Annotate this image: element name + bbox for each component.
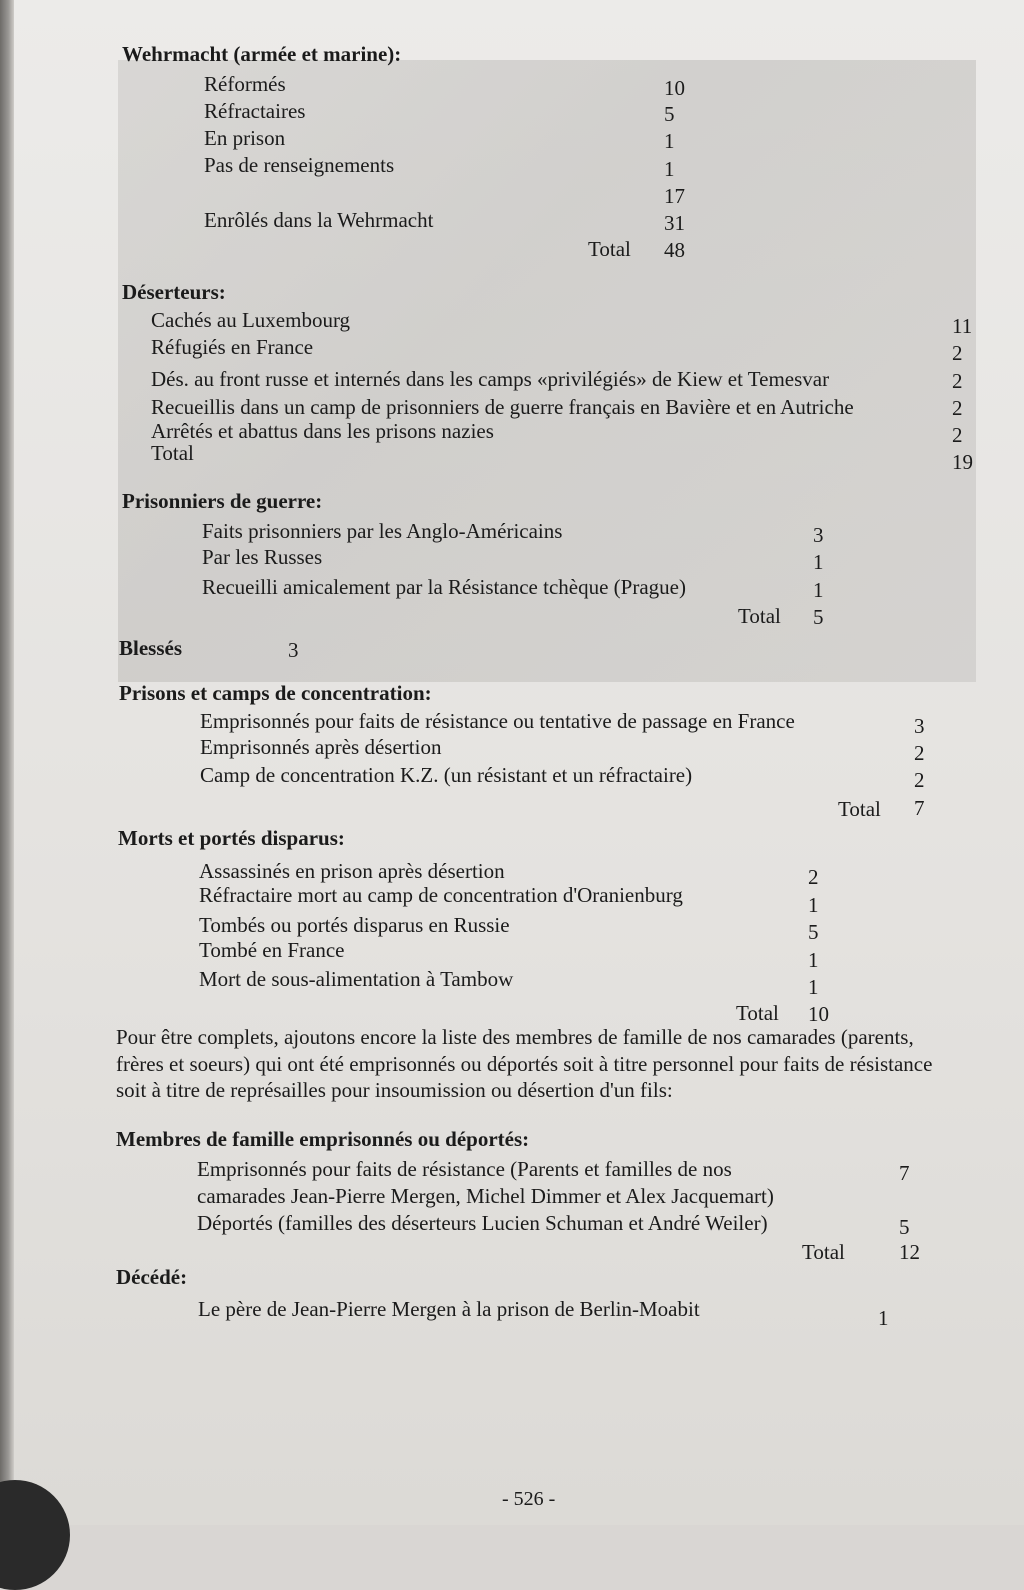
list-item-label: Réformés — [204, 72, 286, 96]
intro-paragraph: Pour être complets, ajoutons encore la liste des membres de famille de nos camarades (parents, frères et soeurs) qui ont été emprisonnés ou déportés soit à titre personnel pour faits de résistance soit à titre de représailles pour insoumission ou désertion d'un fils: — [116, 1025, 933, 1102]
list-item-value: 1 — [664, 129, 675, 153]
list-item-value: 3 — [914, 714, 925, 738]
list-item-value: 2 — [952, 369, 963, 393]
list-item-value: 2 — [914, 768, 925, 792]
list-item-value: 2 — [952, 341, 963, 365]
list-item-label: Recueillis dans un camp de prisonniers de guerre français en Bavière et en Autriche — [151, 395, 854, 419]
list-item-value: 1 — [878, 1306, 889, 1330]
list-item-label-continued: camarades Jean-Pierre Mergen, Michel Dimmer et Alex Jacquemart) — [197, 1184, 774, 1208]
list-item-value: 1 — [813, 578, 824, 602]
total-label: Total — [736, 1001, 779, 1025]
list-item-label: Déportés (familles des déserteurs Lucien Schuman et André Weiler) — [197, 1211, 768, 1235]
book-spine — [0, 0, 14, 1525]
list-item-label: Recueilli amicalement par la Résistance tchèque (Prague) — [202, 575, 686, 599]
list-item-value: 3 — [813, 523, 824, 547]
list-item-label: Emprisonnés pour faits de résistance (Parents et familles de nos — [197, 1157, 732, 1181]
total-value: 7 — [914, 796, 925, 820]
list-item-label: En prison — [204, 126, 286, 150]
list-item-value: 5 — [664, 102, 675, 126]
list-item-value: 11 — [952, 314, 973, 338]
list-item-label: Arrêtés et abattus dans les prisons nazies — [151, 419, 494, 443]
list-item-label: Cachés au Luxembourg — [151, 308, 351, 332]
list-item-label: Pas de renseignements — [204, 153, 395, 177]
total-value: 48 — [664, 238, 685, 262]
list-item-value: 5 — [808, 920, 819, 944]
section-heading-blesses: Blessés — [119, 636, 182, 660]
list-item-value: 2 — [952, 423, 963, 447]
list-item-value: 1 — [808, 948, 819, 972]
section-heading-wehrmacht: Wehrmacht (armée et marine): — [122, 42, 402, 66]
total-value: 19 — [952, 450, 973, 474]
list-item-value: 2 — [914, 741, 925, 765]
section-heading-decede: Décédé: — [116, 1265, 188, 1289]
list-item-value: 2 — [808, 865, 819, 889]
page-number: - 526 - — [502, 1488, 556, 1510]
list-item-value: 5 — [899, 1215, 910, 1239]
section-heading-prisons: Prisons et camps de concentration: — [119, 681, 432, 705]
list-item-label: Mort de sous-alimentation à Tambow — [199, 967, 514, 991]
list-item-label: Le père de Jean-Pierre Mergen à la prison de Berlin-Moabit — [198, 1297, 700, 1321]
list-item-label: Emprisonnés pour faits de résistance ou tentative de passage en France — [200, 709, 795, 733]
list-item-value: 7 — [899, 1161, 910, 1185]
list-item-value: 1 — [813, 550, 824, 574]
section-heading-deserteurs: Déserteurs: — [122, 280, 226, 304]
list-item-value: 1 — [808, 893, 819, 917]
list-item-value: 1 — [664, 157, 675, 181]
list-item-label: Réfractaires — [204, 99, 306, 123]
total-value: 5 — [813, 605, 824, 629]
section-heading-morts: Morts et portés disparus: — [118, 826, 345, 850]
blesses-value: 3 — [288, 638, 299, 662]
list-item-label: Tombés ou portés disparus en Russie — [199, 913, 510, 937]
total-label: Total — [588, 237, 631, 261]
list-item-label: Assassinés en prison après désertion — [199, 859, 505, 883]
total-label: Total — [738, 604, 781, 628]
list-item-label: Tombé en France — [199, 938, 345, 962]
total-label: Total — [838, 797, 881, 821]
list-item-label: Réfugiés en France — [151, 335, 314, 359]
total-value: 10 — [808, 1002, 829, 1026]
list-item-label: Faits prisonniers par les Anglo-Américains — [202, 519, 563, 543]
list-item-label: Réfractaire mort au camp de concentration d'Oranienburg — [199, 883, 683, 907]
list-item-value: 2 — [952, 396, 963, 420]
total-label: Total — [802, 1240, 845, 1264]
section-heading-famille: Membres de famille emprisonnés ou déportés: — [116, 1127, 530, 1151]
list-item-label: Emprisonnés après désertion — [200, 735, 442, 759]
list-item-label: Camp de concentration K.Z. (un résistant et un réfractaire) — [200, 763, 693, 787]
list-item-value: 1 — [808, 975, 819, 999]
corner-shadow — [0, 1480, 70, 1590]
section-heading-prisonniers: Prisonniers de guerre: — [122, 489, 323, 513]
total-label: Total — [151, 441, 194, 465]
total-value: 12 — [899, 1240, 920, 1264]
list-item-value: 10 — [664, 76, 685, 100]
list-item-label: Enrôlés dans la Wehrmacht — [204, 208, 434, 232]
list-item-label: Dés. au front russe et internés dans les camps «privilégiés» de Kiew et Temesvar — [151, 367, 830, 391]
list-item-label: Par les Russes — [202, 545, 323, 569]
subtotal-value: 17 — [664, 184, 685, 208]
list-item-value: 31 — [664, 211, 685, 235]
